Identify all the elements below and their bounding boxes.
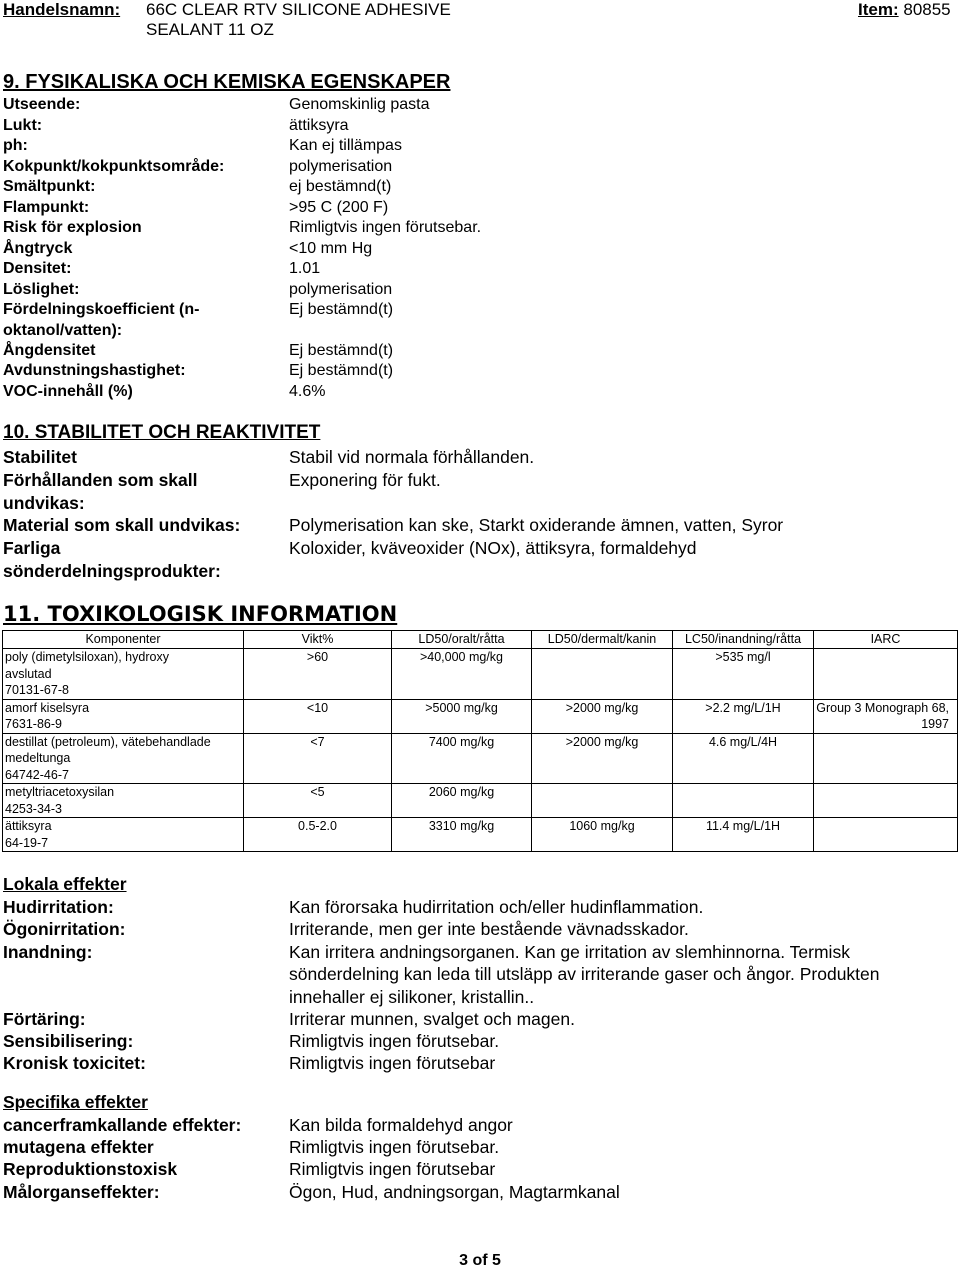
specific-effects-title: Specifika effekter — [3, 1092, 148, 1112]
local-label: Sensibilisering: — [3, 1031, 134, 1051]
col-header: LD50/oralt/råtta — [392, 631, 532, 649]
s9-label: Utseende: — [3, 96, 81, 113]
section-9-title: 9. FYSIKALISKA OCH KEMISKA EGENSKAPER — [3, 71, 451, 93]
ld50-dermal — [532, 649, 673, 700]
ld50-dermal: >2000 mg/kg — [532, 733, 673, 784]
lc50-inhalation: >2.2 mg/L/1H — [673, 699, 814, 733]
specific-label: Målorganseffekter: — [3, 1182, 160, 1202]
iarc: Group 3 Monograph 68, 1997 — [814, 699, 958, 733]
iarc — [814, 818, 958, 852]
s9-value: polymerisation — [289, 158, 393, 175]
local-value-cont: sönderdelning kan leda till utsläpp av irriterande gaser och ångor. Produkten — [289, 964, 880, 984]
component-name: ättiksyra 64-19-7 — [3, 818, 244, 852]
s9-value: <10 mm Hg — [289, 240, 373, 257]
item-number — [858, 0, 951, 20]
s9-value: polymerisation — [289, 281, 393, 298]
ld50-oral: 2060 mg/kg — [392, 784, 532, 818]
component-name: poly (dimetylsiloxan), hydroxy avslutad 70131-67-8 — [3, 649, 244, 700]
s9-value: >95 C (200 F) — [289, 199, 389, 216]
specific-value: Kan bilda formaldehyd angor — [289, 1115, 513, 1135]
col-header: LC50/inandning/råtta — [673, 631, 814, 649]
item-value: 80855 — [903, 0, 951, 19]
local-value: Rimligtvis ingen förutsebar. — [289, 1031, 500, 1051]
local-label: Kronisk toxicitet: — [3, 1053, 146, 1073]
section-10-title: 10. STABILITET OCH REAKTIVITET — [3, 422, 321, 443]
s9-value: Ej bestämnd(t) — [289, 342, 394, 359]
weight-percent: >60 — [244, 649, 392, 700]
s10-label: Förhållanden som skall — [3, 470, 198, 490]
s9-value: 4.6% — [289, 383, 326, 400]
toxicology-table — [2, 630, 958, 852]
s9-value: Rimligtvis ingen förutsebar. — [289, 219, 482, 236]
s9-label: Flampunkt: — [3, 199, 90, 216]
iarc — [814, 733, 958, 784]
local-label: Hudirritation: — [3, 897, 114, 917]
page-number: 3 of 5 — [459, 1252, 501, 1269]
iarc — [814, 649, 958, 700]
s10-value: Koloxider, kväveoxider (NOx), ättiksyra, formaldehyd — [289, 538, 697, 558]
local-value: Irriterande, men ger inte bestående vävnadsskador. — [289, 919, 689, 939]
s9-label: Löslighet: — [3, 281, 80, 298]
component-name: destillat (petroleum), vätebehandlade medeltunga 64742-46-7 — [3, 733, 244, 784]
s9-label: Ångdensitet — [3, 342, 96, 359]
ld50-dermal: >2000 mg/kg — [532, 699, 673, 733]
table-header-row — [3, 631, 958, 649]
local-value-cont: innehaller ej silikoner, kristallin.. — [289, 987, 535, 1007]
col-header: Komponenter — [3, 631, 244, 649]
specific-label: mutagena effekter — [3, 1137, 154, 1157]
table-row — [3, 699, 958, 733]
item-label: Item: — [858, 0, 899, 19]
col-header: IARC — [814, 631, 958, 649]
weight-percent: <7 — [244, 733, 392, 784]
s10-value: Stabil vid normala förhållanden. — [289, 447, 535, 467]
s9-value: Ej bestämnd(t) — [289, 362, 394, 379]
s9-label: Fördelningskoefficient (n- — [3, 301, 200, 318]
section-11-title: 11. TOXIKOLOGISK INFORMATION — [3, 602, 398, 626]
table-row — [3, 649, 958, 700]
ld50-oral: >5000 mg/kg — [392, 699, 532, 733]
s9-value: ättiksyra — [289, 117, 349, 134]
iarc — [814, 784, 958, 818]
s9-value: Genomskinlig pasta — [289, 96, 430, 113]
s9-value: ej bestämnd(t) — [289, 178, 392, 195]
s9-value: Kan ej tillämpas — [289, 137, 402, 154]
s9-value: Ej bestämnd(t) — [289, 301, 394, 318]
local-label: Ögonirritation: — [3, 919, 126, 939]
local-value: Kan irritera andningsorganen. Kan ge irritation av slemhinnorna. Termisk — [289, 942, 850, 962]
product-name-line1: 66C CLEAR RTV SILICONE ADHESIVE — [146, 0, 451, 19]
specific-label: cancerframkallande effekter: — [3, 1115, 242, 1135]
ld50-dermal — [532, 784, 673, 818]
s10-label: Stabilitet — [3, 447, 77, 467]
col-header: Vikt% — [244, 631, 392, 649]
lc50-inhalation: >535 mg/l — [673, 649, 814, 700]
ld50-oral: 3310 mg/kg — [392, 818, 532, 852]
weight-percent: 0.5-2.0 — [244, 818, 392, 852]
product-name-label: Handelsnamn: — [3, 0, 121, 19]
col-header: LD50/dermalt/kanin — [532, 631, 673, 649]
ld50-oral: >40,000 mg/kg — [392, 649, 532, 700]
s9-label: Avdunstningshastighet: — [3, 362, 186, 379]
specific-value: Rimligtvis ingen förutsebar — [289, 1159, 496, 1179]
s9-label: Smältpunkt: — [3, 178, 96, 195]
local-label: Förtäring: — [3, 1009, 86, 1029]
table-row — [3, 818, 958, 852]
lc50-inhalation: 11.4 mg/L/1H — [673, 818, 814, 852]
s9-label: Kokpunkt/kokpunktsområde: — [3, 158, 225, 175]
weight-percent: <5 — [244, 784, 392, 818]
local-value: Kan förorsaka hudirritation och/eller hudinflammation. — [289, 897, 704, 917]
s9-label: Lukt: — [3, 117, 43, 134]
s9-label: VOC-innehåll (%) — [3, 383, 133, 400]
s10-label-cont: sönderdelningsprodukter: — [3, 561, 221, 581]
lc50-inhalation: 4.6 mg/L/4H — [673, 733, 814, 784]
s10-label: Farliga — [3, 538, 61, 558]
weight-percent: <10 — [244, 699, 392, 733]
ld50-oral: 7400 mg/kg — [392, 733, 532, 784]
s10-label: Material som skall undvikas: — [3, 515, 241, 535]
s9-label: Risk för explosion — [3, 219, 142, 236]
local-value: Irriterar munnen, svalget och magen. — [289, 1009, 575, 1029]
s10-value: Polymerisation kan ske, Starkt oxiderande ämnen, vatten, Syror — [289, 515, 784, 535]
component-name: amorf kiselsyra 7631-86-9 — [3, 699, 244, 733]
s10-value: Exponering för fukt. — [289, 470, 441, 490]
local-value: Rimligtvis ingen förutsebar — [289, 1053, 496, 1073]
lc50-inhalation — [673, 784, 814, 818]
specific-value: Ögon, Hud, andningsorgan, Magtarmkanal — [289, 1182, 620, 1202]
specific-label: Reproduktionstoxisk — [3, 1159, 178, 1179]
local-label: Inandning: — [3, 942, 93, 962]
s9-label: Densitet: — [3, 260, 72, 277]
specific-value: Rimligtvis ingen förutsebar. — [289, 1137, 500, 1157]
s9-label-cont: oktanol/vatten): — [3, 322, 123, 339]
s10-label-cont: undvikas: — [3, 493, 85, 513]
table-row — [3, 733, 958, 784]
component-name: metyltriacetoxysilan 4253-34-3 — [3, 784, 244, 818]
product-name-line2: SEALANT 11 OZ — [146, 20, 274, 39]
s9-value: 1.01 — [289, 260, 321, 277]
ld50-dermal: 1060 mg/kg — [532, 818, 673, 852]
local-effects-title: Lokala effekter — [3, 874, 127, 894]
table-row — [3, 784, 958, 818]
s9-label: Ångtryck — [3, 240, 73, 257]
s9-label: ph: — [3, 137, 28, 154]
